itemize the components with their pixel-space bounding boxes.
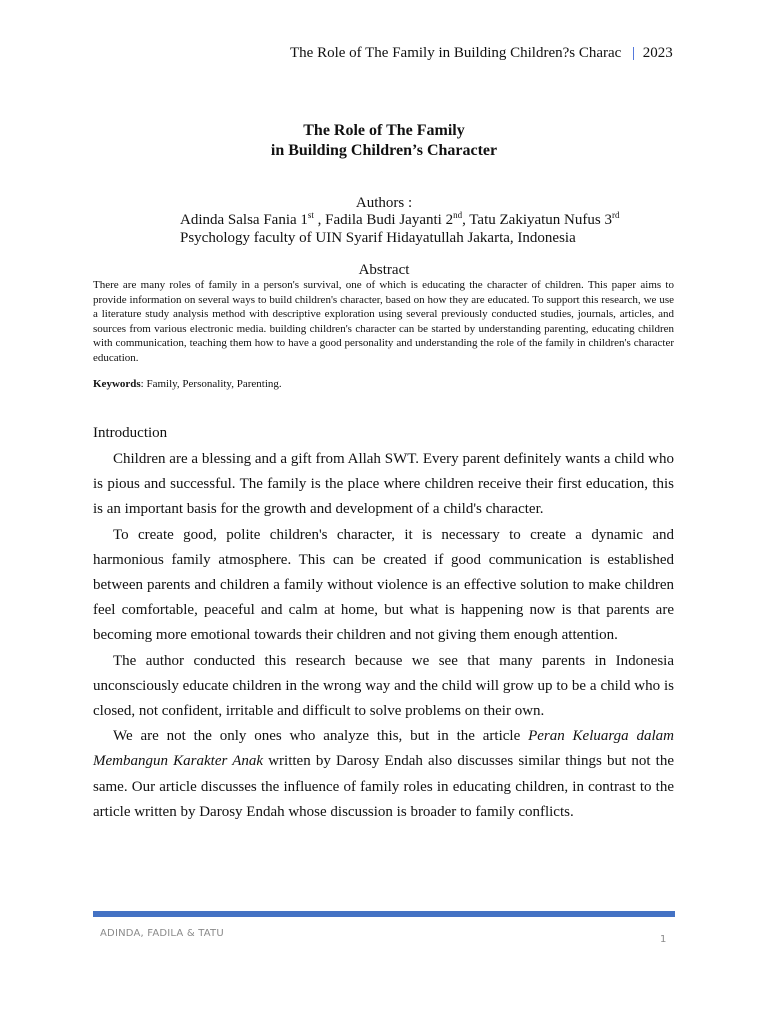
page-number: 1 <box>660 934 667 945</box>
author-3-ordinal: rd <box>611 210 620 220</box>
abstract-text: There are many roles of family in a person's survival, one of which is educating the character of children. This paper aims to provide information on several ways to build children's character, based on how they are educated. To support this research, we use a literature study analysis method with descriptive exploration using several previously conducted studies, journals, articles, and sources from various electronic media. building children's character can be started by understanding parenting, educating children with communication, teaching them how to have a good personality and understanding the role of the family in children's character education. <box>93 279 674 364</box>
author-1: Adinda Salsa Fania 1 <box>180 212 308 228</box>
header-year: 2023 <box>642 45 673 61</box>
abstract-heading: Abstract <box>358 262 410 278</box>
running-title: The Role of The Family in Building Children?s Charac <box>290 45 622 61</box>
author-2-ordinal: nd <box>453 210 463 220</box>
footer-rule <box>93 911 675 917</box>
author-1-ordinal: st <box>307 210 314 220</box>
keywords-list: : Family, Personality, Parenting. <box>140 378 282 390</box>
cited-article-title: Peran Keluarga dalam Membangun Karakter Anak <box>93 728 674 770</box>
running-header <box>290 43 675 63</box>
paragraph-4-end: written by Darosy Endah also discusses similar things but not the same. Our article discusses the influence of family roles in educating children, in contrast to the article written by Darosy Endah whose discussion is broader to family conflicts. <box>93 753 675 820</box>
paragraph-3: The author conducted this research because we see that many parents in Indonesia unconsciously educate children in the wrong way and the child will grow up to be a child who is closed, not confident, irritable and difficult to solve problems on their own. <box>93 652 674 720</box>
section-heading-introduction: Introduction <box>93 425 168 441</box>
keywords-label: Keywords <box>93 378 141 390</box>
paragraph-4-start: We are not the only ones who analyze this, but in the article <box>113 728 529 745</box>
author-3: , Tatu Zakiyatun Nufus 3 <box>462 212 612 228</box>
paragraph-4 <box>93 724 674 825</box>
paragraph-2: To create good, polite children's character, it is necessary to create a dynamic and harmonious family atmosphere. This can be created if good communication is established between parents and children a family without violence is an effective solution to make children feel comfortable, peaceful and calm at home, but what is happening now is that parents are becoming more emotional towards their children and not giving them enough attention. <box>93 526 674 644</box>
author-names <box>180 211 619 230</box>
paper-title <box>0 121 768 161</box>
title-line-2: in Building Children’s Character <box>270 142 498 159</box>
authors-label: Authors : <box>355 195 413 211</box>
header-separator: | <box>632 45 636 61</box>
author-2: , Fadila Budi Jayanti 2 <box>313 212 454 228</box>
introduction-body <box>93 447 674 825</box>
keywords <box>93 377 282 391</box>
affiliation: Psychology faculty of UIN Syarif Hidayatullah Jakarta, Indonesia <box>180 230 576 246</box>
footer-authors: ADINDA, FADILA & TATU <box>100 928 224 939</box>
paragraph-1: Children are a blessing and a gift from Allah SWT. Every parent definitely wants a child who is pious and successful. The family is the place where children receive their first education, this is an important basis for the growth and development of a child's character. <box>93 451 674 518</box>
title-line-1: The Role of The Family <box>303 122 465 139</box>
